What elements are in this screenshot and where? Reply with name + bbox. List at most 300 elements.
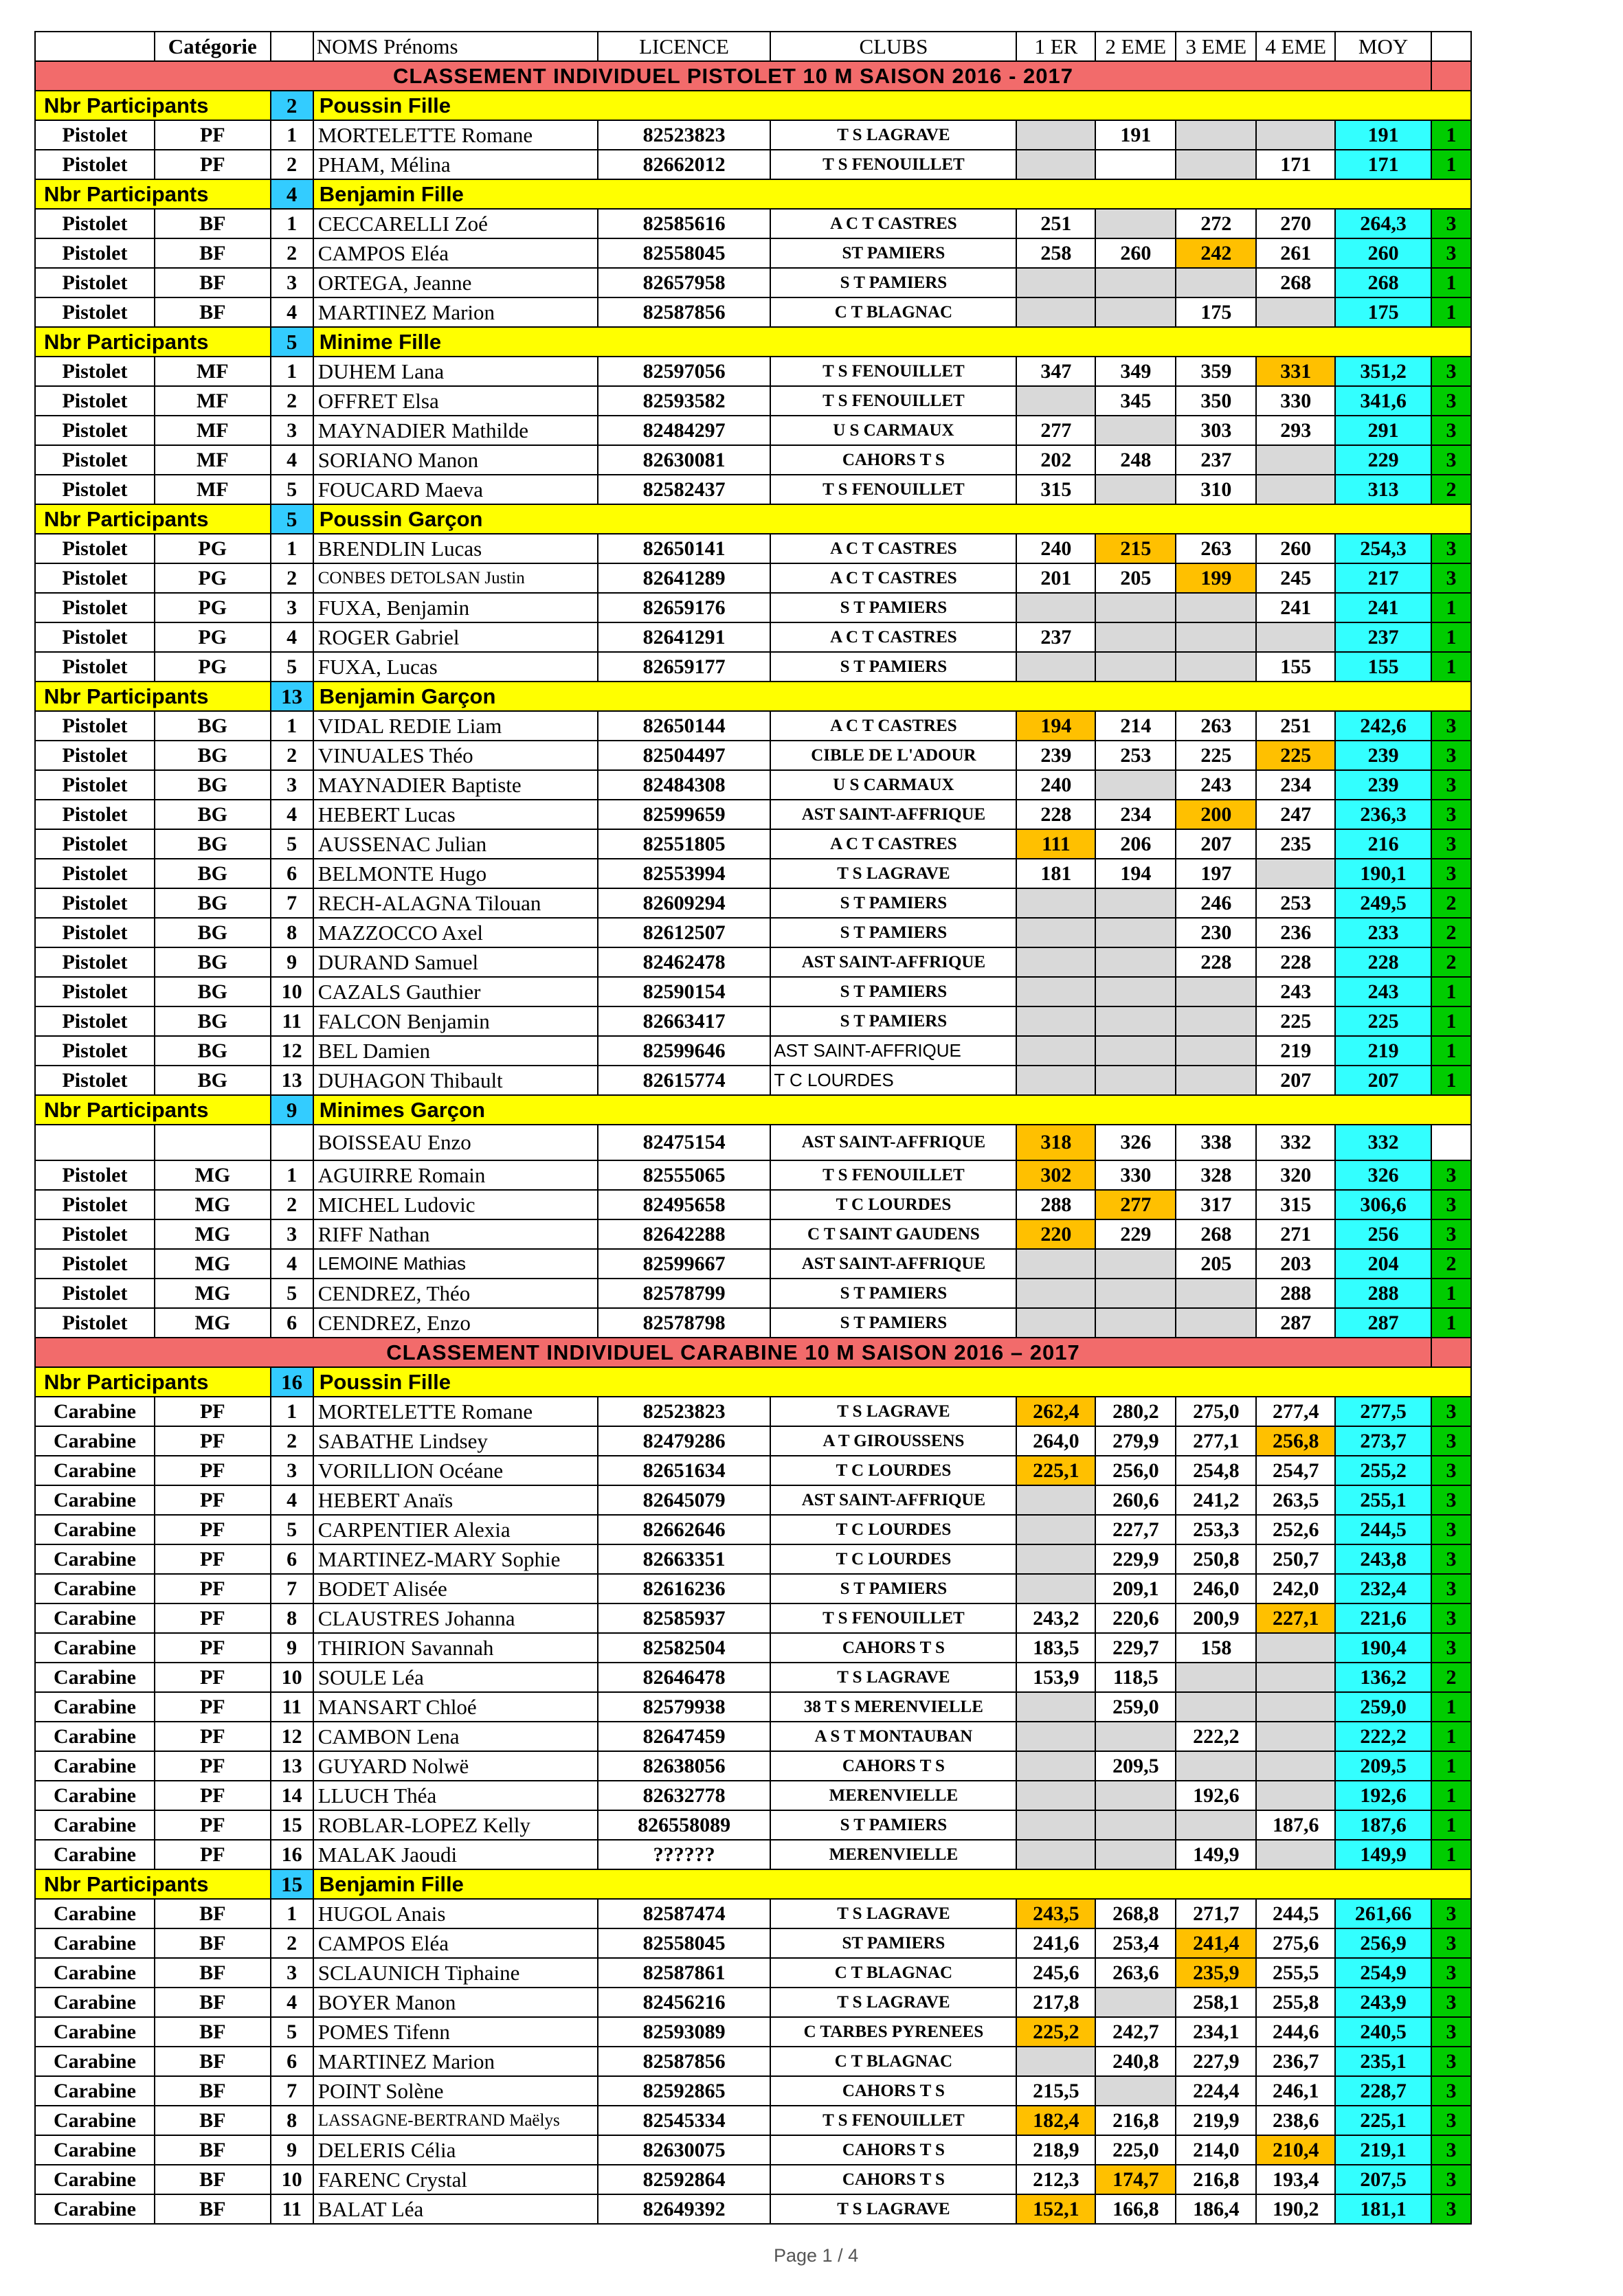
score-round-2: 260	[1095, 238, 1176, 268]
score-round-4: 252,6	[1256, 1515, 1335, 1544]
category-cell: BF	[155, 1958, 271, 1988]
athlete-row	[35, 1840, 1471, 1869]
score-round-3: 186,4	[1176, 2194, 1256, 2224]
score-round-1	[1016, 888, 1095, 918]
score-round-1: 181	[1016, 859, 1095, 888]
rank-cell: 4	[271, 1249, 313, 1279]
participants-label: Nbr Participants	[35, 1869, 271, 1899]
score-round-1: 217,8	[1016, 1988, 1095, 2017]
licence-cell: 82630081	[598, 445, 771, 475]
licence-cell: 82663417	[598, 1006, 771, 1036]
club-cell: C T SAINT GAUDENS	[770, 1219, 1016, 1249]
athlete-row	[35, 888, 1471, 918]
score-round-2	[1095, 1840, 1176, 1869]
weapon-cell: Carabine	[35, 1958, 155, 1988]
athlete-row	[35, 2165, 1471, 2194]
category-cell: MF	[155, 475, 271, 504]
rank-cell: 4	[271, 1485, 313, 1515]
score-round-4	[1256, 1781, 1335, 1810]
score-round-4: 244,5	[1256, 1899, 1335, 1928]
page-footer: Page 1 / 4	[774, 2245, 859, 2266]
rounds-count-cell: 1	[1431, 1781, 1471, 1810]
athlete-name: CONBES DETOLSAN Justin	[313, 563, 598, 593]
athlete-name: ROBLAR-LOPEZ Kelly	[313, 1810, 598, 1840]
score-round-2: 326	[1095, 1125, 1176, 1160]
athlete-name: CAMBON Lena	[313, 1722, 598, 1751]
athlete-row	[35, 1781, 1471, 1810]
rounds-count-cell: 3	[1431, 2106, 1471, 2135]
average-cell: 259,0	[1335, 1692, 1431, 1722]
rank-cell: 5	[271, 829, 313, 859]
category-cell: BF	[155, 297, 271, 327]
rank-cell: 3	[271, 770, 313, 800]
average-cell: 273,7	[1335, 1426, 1431, 1456]
score-round-1: 240	[1016, 534, 1095, 563]
score-round-1: 243,2	[1016, 1603, 1095, 1633]
rank-cell: 12	[271, 1722, 313, 1751]
licence-cell: 82587856	[598, 297, 771, 327]
category-name: Benjamin Fille	[313, 1869, 1471, 1899]
athlete-row	[35, 947, 1471, 977]
average-cell: 306,6	[1335, 1190, 1431, 1219]
athlete-name: MARTINEZ Marion	[313, 2047, 598, 2076]
average-cell: 249,5	[1335, 888, 1431, 918]
score-round-4: 234	[1256, 770, 1335, 800]
score-round-2	[1095, 947, 1176, 977]
participants-label: Nbr Participants	[35, 504, 271, 534]
licence-cell: 82630075	[598, 2135, 771, 2165]
score-round-4: 254,7	[1256, 1456, 1335, 1485]
weapon-cell: Pistolet	[35, 859, 155, 888]
header-nb	[1431, 32, 1471, 61]
weapon-cell: Pistolet	[35, 1036, 155, 1066]
athlete-row	[35, 1006, 1471, 1036]
weapon-cell: Pistolet	[35, 652, 155, 682]
score-round-4: 245	[1256, 563, 1335, 593]
score-round-2	[1095, 622, 1176, 652]
licence-cell: 82592864	[598, 2165, 771, 2194]
weapon-cell: Carabine	[35, 1426, 155, 1456]
participants-count: 9	[271, 1095, 313, 1125]
category-cell: PF	[155, 1515, 271, 1544]
athlete-row	[35, 268, 1471, 297]
club-cell: T S FENOUILLET	[770, 1603, 1016, 1633]
score-round-1	[1016, 120, 1095, 150]
rounds-count-cell: 3	[1431, 1397, 1471, 1426]
licence-cell: 82609294	[598, 888, 771, 918]
category-cell: BF	[155, 2135, 271, 2165]
weapon-cell: Pistolet	[35, 1219, 155, 1249]
athlete-row	[35, 1722, 1471, 1751]
weapon-cell: Pistolet	[35, 120, 155, 150]
weapon-cell: Pistolet	[35, 918, 155, 947]
score-round-2: 214	[1095, 711, 1176, 741]
score-round-1	[1016, 1574, 1095, 1603]
score-round-2: 227,7	[1095, 1515, 1176, 1544]
licence-cell: 82558045	[598, 238, 771, 268]
club-cell: S T PAMIERS	[770, 1006, 1016, 1036]
score-round-1	[1016, 1840, 1095, 1869]
score-round-3: 350	[1176, 386, 1256, 416]
category-header-row	[35, 1869, 1471, 1899]
weapon-cell: Carabine	[35, 1988, 155, 2017]
weapon-cell: Carabine	[35, 1633, 155, 1663]
club-cell: A C T CASTRES	[770, 622, 1016, 652]
rounds-count-cell: 3	[1431, 1928, 1471, 1958]
rounds-count-cell: 1	[1431, 977, 1471, 1006]
section-title-row	[35, 1338, 1471, 1367]
rank-cell: 4	[271, 1988, 313, 2017]
athlete-row	[35, 297, 1471, 327]
athlete-name: POMES Tifenn	[313, 2017, 598, 2047]
score-round-2: 194	[1095, 859, 1176, 888]
weapon-cell: Carabine	[35, 2106, 155, 2135]
average-cell: 191	[1335, 120, 1431, 150]
rounds-count-cell: 3	[1431, 1485, 1471, 1515]
category-cell: MG	[155, 1279, 271, 1308]
participants-count: 4	[271, 179, 313, 209]
rank-cell: 3	[271, 1456, 313, 1485]
weapon-cell: Carabine	[35, 1751, 155, 1781]
rank-cell: 5	[271, 652, 313, 682]
club-cell: T S LAGRAVE	[770, 859, 1016, 888]
athlete-row	[35, 120, 1471, 150]
score-round-3: 192,6	[1176, 1781, 1256, 1810]
average-cell: 171	[1335, 150, 1431, 179]
score-round-2: 206	[1095, 829, 1176, 859]
rank-cell: 2	[271, 1190, 313, 1219]
athlete-row	[35, 2194, 1471, 2224]
score-round-3: 224,4	[1176, 2076, 1256, 2106]
athlete-name: VIDAL REDIE Liam	[313, 711, 598, 741]
athlete-row	[35, 2076, 1471, 2106]
rank-cell: 2	[271, 386, 313, 416]
score-round-1: 228	[1016, 800, 1095, 829]
score-round-1: 245,6	[1016, 1958, 1095, 1988]
category-cell: BF	[155, 2194, 271, 2224]
category-cell: BG	[155, 1006, 271, 1036]
rounds-count-cell: 3	[1431, 209, 1471, 238]
score-round-1: 243,5	[1016, 1899, 1095, 1928]
club-cell: A C T CASTRES	[770, 563, 1016, 593]
score-round-2: 277	[1095, 1190, 1176, 1219]
club-cell: S T PAMIERS	[770, 593, 1016, 622]
score-round-4	[1256, 1692, 1335, 1722]
score-round-3: 268	[1176, 1219, 1256, 1249]
weapon-cell: Pistolet	[35, 150, 155, 179]
licence-cell: 82597056	[598, 357, 771, 386]
category-name: Poussin Fille	[313, 1367, 1471, 1397]
weapon-cell: Pistolet	[35, 297, 155, 327]
category-cell: BF	[155, 2047, 271, 2076]
score-round-3: 243	[1176, 770, 1256, 800]
score-round-1: 212,3	[1016, 2165, 1095, 2194]
licence-cell: 82663351	[598, 1544, 771, 1574]
licence-cell: 82504497	[598, 741, 771, 770]
club-cell: A C T CASTRES	[770, 209, 1016, 238]
score-round-4	[1256, 120, 1335, 150]
category-cell: MG	[155, 1160, 271, 1190]
score-round-4: 256,8	[1256, 1426, 1335, 1456]
score-round-1: 215,5	[1016, 2076, 1095, 2106]
athlete-name: MALAK Jaoudi	[313, 1840, 598, 1869]
average-cell: 261,66	[1335, 1899, 1431, 1928]
average-cell: 277,5	[1335, 1397, 1431, 1426]
club-cell: C T BLAGNAC	[770, 2047, 1016, 2076]
rank-cell: 1	[271, 357, 313, 386]
participants-count: 16	[271, 1367, 313, 1397]
average-cell: 237	[1335, 622, 1431, 652]
score-round-1: 202	[1016, 445, 1095, 475]
weapon-cell: Pistolet	[35, 268, 155, 297]
rounds-count-cell: 3	[1431, 1160, 1471, 1190]
athlete-name: FUXA, Benjamin	[313, 593, 598, 622]
average-cell: 190,1	[1335, 859, 1431, 888]
athlete-name: MICHEL Ludovic	[313, 1190, 598, 1219]
category-cell: BG	[155, 741, 271, 770]
score-round-2	[1095, 1810, 1176, 1840]
rank-cell: 6	[271, 1544, 313, 1574]
score-round-4: 236,7	[1256, 2047, 1335, 2076]
average-cell: 175	[1335, 297, 1431, 327]
licence-cell: 826558089	[598, 1810, 771, 1840]
header-row	[35, 32, 1471, 61]
average-cell: 149,9	[1335, 1840, 1431, 1869]
club-cell: T C LOURDES	[770, 1515, 1016, 1544]
average-cell: 209,5	[1335, 1751, 1431, 1781]
score-round-2	[1095, 475, 1176, 504]
rank-cell: 8	[271, 918, 313, 947]
score-round-4: 271	[1256, 1219, 1335, 1249]
score-round-4: 270	[1256, 209, 1335, 238]
rank-cell: 2	[271, 563, 313, 593]
score-round-3: 227,9	[1176, 2047, 1256, 2076]
athlete-name: AGUIRRE Romain	[313, 1160, 598, 1190]
athlete-name: BALAT Léa	[313, 2194, 598, 2224]
weapon-cell: Pistolet	[35, 357, 155, 386]
licence-cell: 82615774	[598, 1066, 771, 1095]
score-round-3: 263	[1176, 534, 1256, 563]
score-round-4: 227,1	[1256, 1603, 1335, 1633]
club-cell: CAHORS T S	[770, 445, 1016, 475]
rounds-count-cell: 1	[1431, 1722, 1471, 1751]
score-round-1	[1016, 1692, 1095, 1722]
average-cell: 207,5	[1335, 2165, 1431, 2194]
weapon-cell: Carabine	[35, 1899, 155, 1928]
athlete-name: DELERIS Célia	[313, 2135, 598, 2165]
rounds-count-cell: 2	[1431, 1249, 1471, 1279]
club-cell: T S FENOUILLET	[770, 1160, 1016, 1190]
club-cell: T S LAGRAVE	[770, 1899, 1016, 1928]
licence-cell: 82553994	[598, 859, 771, 888]
score-round-4: 268	[1256, 268, 1335, 297]
rank-cell: 7	[271, 1574, 313, 1603]
athlete-row	[35, 475, 1471, 504]
section-title-row	[35, 61, 1471, 91]
score-round-3: 338	[1176, 1125, 1256, 1160]
weapon-cell: Carabine	[35, 1397, 155, 1426]
score-round-3: 230	[1176, 918, 1256, 947]
score-round-3	[1176, 1036, 1256, 1066]
participants-count: 2	[271, 91, 313, 120]
athlete-name: LLUCH Théa	[313, 1781, 598, 1810]
category-cell: BG	[155, 1036, 271, 1066]
category-cell: PG	[155, 534, 271, 563]
athlete-name: MAYNADIER Mathilde	[313, 416, 598, 445]
score-round-2: 330	[1095, 1160, 1176, 1190]
score-round-3: 175	[1176, 297, 1256, 327]
rounds-count-cell: 2	[1431, 888, 1471, 918]
licence-cell: 82612507	[598, 918, 771, 947]
score-round-4: 241	[1256, 593, 1335, 622]
club-cell: T S LAGRAVE	[770, 1397, 1016, 1426]
club-cell: S T PAMIERS	[770, 1810, 1016, 1840]
weapon-cell: Pistolet	[35, 445, 155, 475]
weapon-cell: Pistolet	[35, 888, 155, 918]
rounds-count-cell: 3	[1431, 1426, 1471, 1456]
athlete-name: LEMOINE Mathias	[313, 1249, 598, 1279]
score-round-2	[1095, 1249, 1176, 1279]
category-cell: MG	[155, 1249, 271, 1279]
athlete-row	[35, 1485, 1471, 1515]
licence-cell: 82578799	[598, 1279, 771, 1308]
score-round-3	[1176, 593, 1256, 622]
category-cell: BF	[155, 2165, 271, 2194]
score-round-3: 250,8	[1176, 1544, 1256, 1574]
score-round-4: 263,5	[1256, 1485, 1335, 1515]
score-round-4: 255,5	[1256, 1958, 1335, 1988]
rank-cell	[271, 1125, 313, 1160]
club-cell: AST SAINT-AFFRIQUE	[770, 1125, 1016, 1160]
category-cell: BF	[155, 1988, 271, 2017]
athlete-name: SOULE Léa	[313, 1663, 598, 1692]
rank-cell: 5	[271, 1515, 313, 1544]
licence-cell: 82593089	[598, 2017, 771, 2047]
average-cell: 228,7	[1335, 2076, 1431, 2106]
score-round-1	[1016, 1249, 1095, 1279]
weapon-cell: Carabine	[35, 2047, 155, 2076]
category-header-row	[35, 504, 1471, 534]
score-round-2	[1095, 770, 1176, 800]
score-round-1	[1016, 1544, 1095, 1574]
score-round-4	[1256, 297, 1335, 327]
score-round-4: 331	[1256, 357, 1335, 386]
rounds-count-cell: 1	[1431, 1751, 1471, 1781]
category-name: Benjamin Fille	[313, 179, 1471, 209]
rank-cell: 2	[271, 1426, 313, 1456]
score-round-3: 216,8	[1176, 2165, 1256, 2194]
participants-label: Nbr Participants	[35, 682, 271, 711]
score-round-1	[1016, 1781, 1095, 1810]
rounds-count-cell: 3	[1431, 1603, 1471, 1633]
average-cell: 225,1	[1335, 2106, 1431, 2135]
weapon-cell: Carabine	[35, 1663, 155, 1692]
club-cell: AST SAINT-AFFRIQUE	[770, 800, 1016, 829]
category-name: Poussin Garçon	[313, 504, 1471, 534]
rank-cell: 1	[271, 1397, 313, 1426]
category-cell: PF	[155, 150, 271, 179]
weapon-cell: Carabine	[35, 1544, 155, 1574]
category-header-row	[35, 682, 1471, 711]
score-round-2	[1095, 209, 1176, 238]
athlete-row	[35, 859, 1471, 888]
rounds-count-cell: 3	[1431, 859, 1471, 888]
club-cell: T S FENOUILLET	[770, 475, 1016, 504]
club-cell: C T BLAGNAC	[770, 1958, 1016, 1988]
rounds-count-cell: 3	[1431, 445, 1471, 475]
score-round-2	[1095, 1036, 1176, 1066]
rounds-count-cell: 3	[1431, 357, 1471, 386]
section-title: CLASSEMENT INDIVIDUEL PISTOLET 10 M SAISON 2016 - 2017	[35, 61, 1431, 91]
category-cell: PF	[155, 1663, 271, 1692]
rank-cell: 2	[271, 1928, 313, 1958]
athlete-name: MORTELETTE Romane	[313, 120, 598, 150]
category-cell: PF	[155, 120, 271, 150]
weapon-cell: Carabine	[35, 1692, 155, 1722]
club-cell: T S LAGRAVE	[770, 120, 1016, 150]
average-cell: 233	[1335, 918, 1431, 947]
score-round-1: 262,4	[1016, 1397, 1095, 1426]
club-cell: T C LOURDES	[770, 1456, 1016, 1485]
rounds-count-cell: 3	[1431, 1219, 1471, 1249]
score-round-1	[1016, 1279, 1095, 1308]
average-cell: 243	[1335, 977, 1431, 1006]
score-round-1: 218,9	[1016, 2135, 1095, 2165]
athlete-name: DUHEM Lana	[313, 357, 598, 386]
average-cell: 240,5	[1335, 2017, 1431, 2047]
athlete-row	[35, 1036, 1471, 1066]
score-round-4	[1256, 1751, 1335, 1781]
athlete-name: CAZALS Gauthier	[313, 977, 598, 1006]
athlete-name: MAZZOCCO Axel	[313, 918, 598, 947]
licence-cell: 82587474	[598, 1899, 771, 1928]
weapon-cell: Carabine	[35, 1810, 155, 1840]
category-cell: BF	[155, 2017, 271, 2047]
rounds-count-cell: 3	[1431, 741, 1471, 770]
rounds-count-cell: 3	[1431, 2194, 1471, 2224]
athlete-name: BELMONTE Hugo	[313, 859, 598, 888]
rank-cell: 5	[271, 1279, 313, 1308]
score-round-2: 191	[1095, 120, 1176, 150]
rank-cell: 3	[271, 1219, 313, 1249]
score-round-4: 315	[1256, 1190, 1335, 1219]
athlete-name: CENDREZ, Enzo	[313, 1308, 598, 1338]
rounds-count-cell: 3	[1431, 1899, 1471, 1928]
score-round-3	[1176, 1066, 1256, 1095]
category-cell: PF	[155, 1544, 271, 1574]
club-cell: T C LOURDES	[770, 1544, 1016, 1574]
average-cell: 187,6	[1335, 1810, 1431, 1840]
score-round-4: 243	[1256, 977, 1335, 1006]
score-round-4: 203	[1256, 1249, 1335, 1279]
category-cell: PG	[155, 563, 271, 593]
participants-label: Nbr Participants	[35, 1095, 271, 1125]
score-round-2	[1095, 1279, 1176, 1308]
score-round-1: 225,1	[1016, 1456, 1095, 1485]
weapon-cell: Pistolet	[35, 209, 155, 238]
category-cell: PF	[155, 1603, 271, 1633]
category-cell: BG	[155, 770, 271, 800]
score-round-2: 240,8	[1095, 2047, 1176, 2076]
rank-cell: 2	[271, 238, 313, 268]
rank-cell: 8	[271, 2106, 313, 2135]
athlete-name: BOYER Manon	[313, 1988, 598, 2017]
score-round-3: 317	[1176, 1190, 1256, 1219]
athlete-name: ORTEGA, Jeanne	[313, 268, 598, 297]
score-round-3	[1176, 622, 1256, 652]
weapon-cell: Pistolet	[35, 741, 155, 770]
licence-cell: 82582437	[598, 475, 771, 504]
